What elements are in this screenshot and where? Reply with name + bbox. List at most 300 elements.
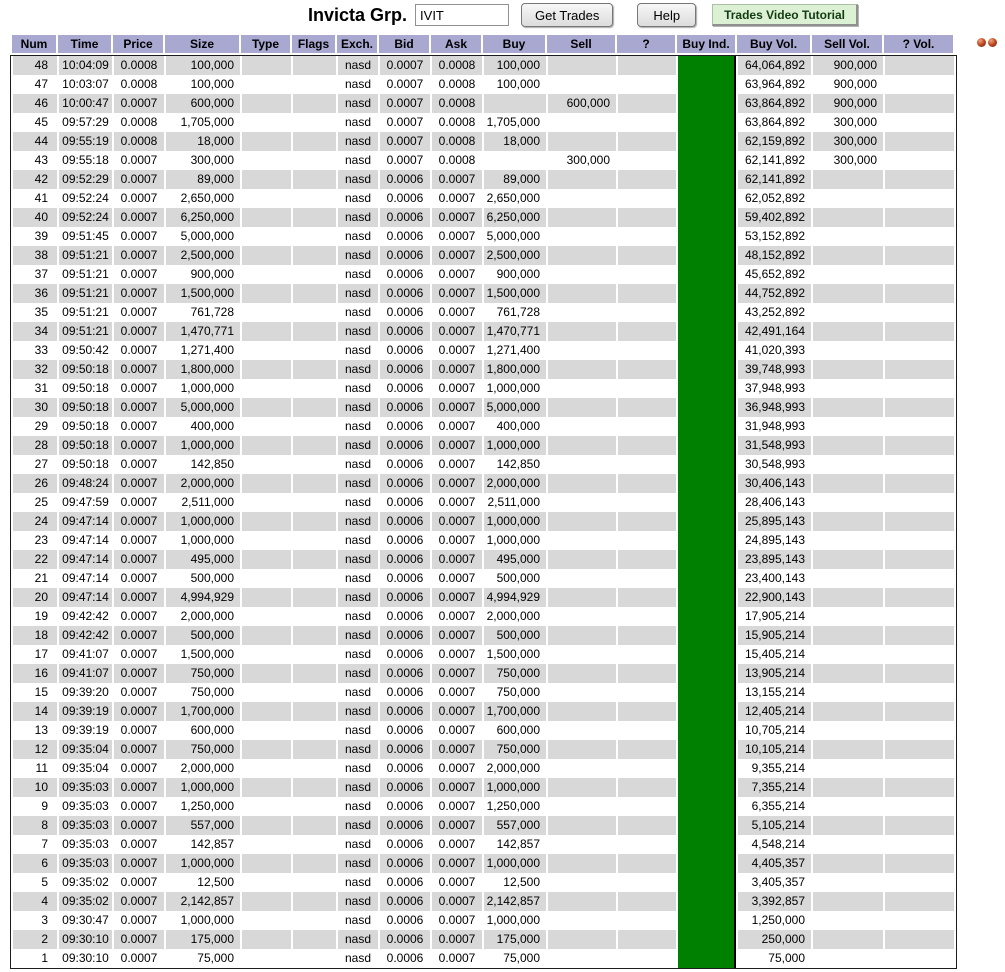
table-row [13, 75, 954, 94]
cell-type [242, 873, 291, 892]
cell-buy: 600,000 [484, 721, 546, 740]
cell-time: 09:41:07 [59, 664, 112, 683]
cell-bid: 0.0006 [380, 474, 430, 493]
cell-flags [293, 930, 336, 949]
cell-bid: 0.0006 [380, 550, 430, 569]
cell-price: 0.0007 [114, 493, 164, 512]
cell-type [242, 626, 291, 645]
cell-flags [293, 284, 336, 303]
cell-type [242, 132, 291, 151]
table-row [13, 702, 954, 721]
cell-time: 09:52:24 [59, 208, 112, 227]
cell-ask: 0.0007 [432, 645, 482, 664]
cell-flags [293, 588, 336, 607]
cell-flags [293, 303, 336, 322]
cell-flags [293, 759, 336, 778]
cell-exch: nasd [338, 512, 378, 531]
cell-buy-ind [678, 474, 736, 493]
cell-q-vol [885, 322, 954, 341]
cell-time: 09:47:14 [59, 512, 112, 531]
cell-q [618, 797, 676, 816]
cell-sell [548, 341, 616, 360]
table-row [13, 759, 954, 778]
cell-exch: nasd [338, 854, 378, 873]
cell-size: 1,271,400 [166, 341, 240, 360]
cell-q [618, 284, 676, 303]
cell-flags [293, 531, 336, 550]
cell-buy-vol: 30,406,143 [738, 474, 811, 493]
cell-bid: 0.0006 [380, 664, 430, 683]
cell-buy-ind [678, 835, 736, 854]
tutorial-button[interactable]: Trades Video Tutorial [712, 4, 858, 26]
cell-bid: 0.0006 [380, 322, 430, 341]
cell-q-vol [885, 683, 954, 702]
cell-flags [293, 721, 336, 740]
cell-bid: 0.0006 [380, 284, 430, 303]
trades-header-table [10, 35, 955, 53]
cell-time: 09:39:19 [59, 721, 112, 740]
cell-num: 30 [13, 398, 57, 417]
cell-buy-vol: 30,548,993 [738, 455, 811, 474]
cell-size: 142,857 [166, 835, 240, 854]
cell-sell-vol: 900,000 [813, 56, 883, 75]
cell-num: 20 [13, 588, 57, 607]
cell-type [242, 189, 291, 208]
table-row [13, 607, 954, 626]
cell-q [618, 227, 676, 246]
cell-num: 12 [13, 740, 57, 759]
cell-q [618, 645, 676, 664]
cell-time: 09:57:29 [59, 113, 112, 132]
cell-type [242, 265, 291, 284]
cell-q [618, 75, 676, 94]
cell-ask: 0.0007 [432, 797, 482, 816]
cell-q-vol [885, 721, 954, 740]
cell-size: 100,000 [166, 75, 240, 94]
cell-bid: 0.0006 [380, 265, 430, 284]
cell-sell-vol [813, 892, 883, 911]
cell-type [242, 379, 291, 398]
cell-size: 750,000 [166, 683, 240, 702]
cell-buy-ind [678, 873, 736, 892]
cell-q [618, 626, 676, 645]
table-row [13, 265, 954, 284]
cell-time: 09:47:14 [59, 588, 112, 607]
cell-bid: 0.0006 [380, 417, 430, 436]
col-header-time: Time [58, 35, 111, 53]
cell-buy-vol: 4,405,357 [738, 854, 811, 873]
cell-buy: 5,000,000 [484, 227, 546, 246]
cell-type [242, 550, 291, 569]
cell-num: 26 [13, 474, 57, 493]
cell-q-vol [885, 930, 954, 949]
cell-sell-vol [813, 835, 883, 854]
cell-buy-ind [678, 360, 736, 379]
table-row [13, 208, 954, 227]
cell-time: 09:47:14 [59, 550, 112, 569]
cell-sell-vol [813, 417, 883, 436]
cell-buy-vol: 63,964,892 [738, 75, 811, 94]
cell-buy: 500,000 [484, 569, 546, 588]
cell-price: 0.0007 [114, 322, 164, 341]
cell-buy-vol: 43,252,892 [738, 303, 811, 322]
cell-type [242, 797, 291, 816]
cell-q-vol [885, 645, 954, 664]
cell-buy-ind [678, 246, 736, 265]
cell-num: 17 [13, 645, 57, 664]
cell-buy-vol: 24,895,143 [738, 531, 811, 550]
cell-buy-vol: 31,948,993 [738, 417, 811, 436]
cell-buy-ind [678, 550, 736, 569]
cell-flags [293, 645, 336, 664]
cell-size: 557,000 [166, 816, 240, 835]
cell-sell-vol [813, 626, 883, 645]
cell-buy: 1,000,000 [484, 531, 546, 550]
cell-q [618, 360, 676, 379]
cell-buy-vol: 15,405,214 [738, 645, 811, 664]
toolbar [308, 3, 858, 27]
cell-ask: 0.0007 [432, 873, 482, 892]
cell-buy-ind [678, 265, 736, 284]
cell-sell [548, 512, 616, 531]
cell-sell-vol [813, 588, 883, 607]
cell-ask: 0.0007 [432, 436, 482, 455]
cell-num: 6 [13, 854, 57, 873]
cell-sell-vol [813, 189, 883, 208]
cell-ask: 0.0007 [432, 341, 482, 360]
cell-q [618, 151, 676, 170]
cell-q [618, 550, 676, 569]
cell-bid: 0.0006 [380, 778, 430, 797]
cell-price: 0.0007 [114, 588, 164, 607]
cell-exch: nasd [338, 436, 378, 455]
cell-buy-vol: 44,752,892 [738, 284, 811, 303]
cell-ask: 0.0007 [432, 626, 482, 645]
cell-sell [548, 303, 616, 322]
cell-bid: 0.0006 [380, 512, 430, 531]
cell-q [618, 816, 676, 835]
cell-ask: 0.0007 [432, 360, 482, 379]
cell-q-vol [885, 911, 954, 930]
cell-price: 0.0007 [114, 531, 164, 550]
table-row [13, 151, 954, 170]
cell-bid: 0.0006 [380, 436, 430, 455]
cell-num: 32 [13, 360, 57, 379]
cell-q-vol [885, 417, 954, 436]
cell-bid: 0.0006 [380, 721, 430, 740]
cell-bid: 0.0007 [380, 75, 430, 94]
cell-exch: nasd [338, 569, 378, 588]
cell-flags [293, 170, 336, 189]
cell-bid: 0.0006 [380, 341, 430, 360]
cell-sell [548, 892, 616, 911]
cell-buy-ind [678, 398, 736, 417]
cell-q [618, 436, 676, 455]
table-row [13, 911, 954, 930]
cell-flags [293, 227, 336, 246]
cell-bid: 0.0006 [380, 588, 430, 607]
table-row [13, 379, 954, 398]
cell-price: 0.0007 [114, 759, 164, 778]
cell-exch: nasd [338, 911, 378, 930]
cell-sell-vol [813, 949, 883, 968]
cell-buy-ind [678, 417, 736, 436]
cell-buy-ind [678, 493, 736, 512]
cell-type [242, 664, 291, 683]
table-row [13, 816, 954, 835]
cell-price: 0.0007 [114, 227, 164, 246]
cell-sell: 600,000 [548, 94, 616, 113]
cell-buy: 4,994,929 [484, 588, 546, 607]
cell-sell-vol [813, 493, 883, 512]
cell-time: 09:47:14 [59, 531, 112, 550]
cell-q [618, 512, 676, 531]
cell-ask: 0.0007 [432, 740, 482, 759]
cell-sell [548, 284, 616, 303]
cell-sell-vol: 900,000 [813, 75, 883, 94]
cell-sell [548, 645, 616, 664]
cell-size: 1,500,000 [166, 645, 240, 664]
cell-flags [293, 379, 336, 398]
cell-time: 09:30:10 [59, 930, 112, 949]
cell-type [242, 341, 291, 360]
cell-q [618, 170, 676, 189]
table-row [13, 436, 954, 455]
cell-buy-ind [678, 170, 736, 189]
table-row [13, 892, 954, 911]
cell-flags [293, 778, 336, 797]
cell-num: 5 [13, 873, 57, 892]
cell-sell [548, 550, 616, 569]
cell-flags [293, 949, 336, 968]
cell-sell [548, 702, 616, 721]
cell-buy-vol: 6,355,214 [738, 797, 811, 816]
cell-q-vol [885, 797, 954, 816]
cell-q-vol [885, 455, 954, 474]
cell-type [242, 398, 291, 417]
cell-exch: nasd [338, 341, 378, 360]
cell-num: 11 [13, 759, 57, 778]
symbol-input[interactable] [415, 4, 509, 26]
col-header-exch: Exch. [337, 35, 377, 53]
cell-q [618, 854, 676, 873]
cell-buy: 495,000 [484, 550, 546, 569]
cell-exch: nasd [338, 56, 378, 75]
cell-flags [293, 493, 336, 512]
cell-type [242, 778, 291, 797]
cell-buy: 100,000 [484, 56, 546, 75]
cell-flags [293, 512, 336, 531]
cell-time: 09:30:47 [59, 911, 112, 930]
cell-q-vol [885, 265, 954, 284]
cell-price: 0.0007 [114, 284, 164, 303]
cell-ask: 0.0007 [432, 721, 482, 740]
table-row [13, 284, 954, 303]
cell-q-vol [885, 759, 954, 778]
cell-num: 40 [13, 208, 57, 227]
cell-num: 16 [13, 664, 57, 683]
cell-sell-vol [813, 455, 883, 474]
cell-flags [293, 550, 336, 569]
cell-buy-ind [678, 949, 736, 968]
cell-sell [548, 132, 616, 151]
cell-q-vol [885, 531, 954, 550]
cell-num: 44 [13, 132, 57, 151]
cell-q-vol [885, 949, 954, 968]
cell-buy-ind [678, 94, 736, 113]
cell-time: 09:35:03 [59, 835, 112, 854]
cell-q-vol [885, 379, 954, 398]
cell-price: 0.0007 [114, 455, 164, 474]
cell-sell-vol [813, 341, 883, 360]
cell-ask: 0.0007 [432, 607, 482, 626]
cell-sell [548, 170, 616, 189]
cell-time: 09:51:21 [59, 246, 112, 265]
cell-type [242, 740, 291, 759]
cell-bid: 0.0006 [380, 360, 430, 379]
cell-buy-vol: 62,141,892 [738, 151, 811, 170]
cell-size: 1,470,771 [166, 322, 240, 341]
cell-sell [548, 835, 616, 854]
cell-exch: nasd [338, 113, 378, 132]
cell-type [242, 588, 291, 607]
cell-sell-vol [813, 740, 883, 759]
cell-sell-vol: 300,000 [813, 132, 883, 151]
cell-buy: 1,000,000 [484, 379, 546, 398]
cell-q [618, 379, 676, 398]
cell-num: 35 [13, 303, 57, 322]
cell-sell-vol [813, 227, 883, 246]
cell-exch: nasd [338, 645, 378, 664]
cell-bid: 0.0006 [380, 455, 430, 474]
cell-buy-vol: 31,548,993 [738, 436, 811, 455]
cell-type [242, 474, 291, 493]
col-header-q: ? [617, 35, 675, 53]
cell-num: 36 [13, 284, 57, 303]
cell-flags [293, 835, 336, 854]
cell-time: 09:35:02 [59, 892, 112, 911]
cell-buy: 400,000 [484, 417, 546, 436]
cell-q [618, 322, 676, 341]
cell-q-vol [885, 493, 954, 512]
cell-price: 0.0007 [114, 246, 164, 265]
cell-q [618, 474, 676, 493]
cell-q [618, 493, 676, 512]
cell-num: 22 [13, 550, 57, 569]
cell-price: 0.0007 [114, 930, 164, 949]
cell-sell [548, 854, 616, 873]
cell-q-vol [885, 588, 954, 607]
cell-ask: 0.0007 [432, 208, 482, 227]
cell-num: 41 [13, 189, 57, 208]
cell-bid: 0.0007 [380, 56, 430, 75]
cell-num: 15 [13, 683, 57, 702]
cell-q-vol [885, 151, 954, 170]
cell-type [242, 835, 291, 854]
cell-buy: 100,000 [484, 75, 546, 94]
cell-sell [548, 75, 616, 94]
cell-type [242, 702, 291, 721]
cell-type [242, 170, 291, 189]
cell-buy-vol: 37,948,993 [738, 379, 811, 398]
cell-exch: nasd [338, 303, 378, 322]
cell-flags [293, 246, 336, 265]
header-row [12, 35, 953, 53]
cell-time: 09:52:29 [59, 170, 112, 189]
cell-buy: 1,000,000 [484, 436, 546, 455]
table-row [13, 455, 954, 474]
cell-q [618, 778, 676, 797]
cell-bid: 0.0006 [380, 626, 430, 645]
cell-sell-vol [813, 930, 883, 949]
cell-buy: 500,000 [484, 626, 546, 645]
cell-ask: 0.0007 [432, 892, 482, 911]
red-bead-icon [988, 38, 997, 47]
get-trades-button[interactable]: Get Trades [521, 3, 613, 27]
cell-sell [548, 588, 616, 607]
trades-grid [10, 35, 957, 969]
cell-price: 0.0008 [114, 75, 164, 94]
cell-size: 2,500,000 [166, 246, 240, 265]
cell-buy-vol: 28,406,143 [738, 493, 811, 512]
cell-buy: 761,728 [484, 303, 546, 322]
cell-bid: 0.0006 [380, 911, 430, 930]
cell-buy: 1,500,000 [484, 284, 546, 303]
page-title: Invicta Grp. [308, 4, 408, 25]
col-header-bid: Bid [379, 35, 429, 53]
cell-buy: 900,000 [484, 265, 546, 284]
cell-exch: nasd [338, 949, 378, 968]
cell-sell-vol [813, 531, 883, 550]
cell-buy-vol: 9,355,214 [738, 759, 811, 778]
help-button[interactable]: Help [637, 3, 696, 27]
cell-size: 1,250,000 [166, 797, 240, 816]
cell-sell [548, 607, 616, 626]
cell-buy-vol: 250,000 [738, 930, 811, 949]
col-header-num: Num [12, 35, 56, 53]
cell-type [242, 322, 291, 341]
cell-num: 10 [13, 778, 57, 797]
cell-q-vol [885, 436, 954, 455]
cell-price: 0.0007 [114, 94, 164, 113]
cell-q-vol [885, 75, 954, 94]
cell-q [618, 949, 676, 968]
cell-bid: 0.0006 [380, 949, 430, 968]
cell-time: 10:03:07 [59, 75, 112, 94]
cell-ask: 0.0007 [432, 949, 482, 968]
cell-buy-vol: 62,141,892 [738, 170, 811, 189]
cell-price: 0.0007 [114, 949, 164, 968]
cell-size: 4,994,929 [166, 588, 240, 607]
cell-type [242, 930, 291, 949]
cell-price: 0.0007 [114, 208, 164, 227]
cell-time: 09:30:10 [59, 949, 112, 968]
cell-exch: nasd [338, 759, 378, 778]
cell-q-vol [885, 892, 954, 911]
table-row [13, 170, 954, 189]
cell-time: 09:35:03 [59, 854, 112, 873]
cell-ask: 0.0007 [432, 474, 482, 493]
cell-sell [548, 664, 616, 683]
cell-size: 1,700,000 [166, 702, 240, 721]
cell-size: 1,000,000 [166, 531, 240, 550]
cell-exch: nasd [338, 284, 378, 303]
cell-num: 27 [13, 455, 57, 474]
cell-bid: 0.0007 [380, 151, 430, 170]
cell-sell [548, 417, 616, 436]
cell-buy-vol: 63,864,892 [738, 113, 811, 132]
cell-q-vol [885, 208, 954, 227]
